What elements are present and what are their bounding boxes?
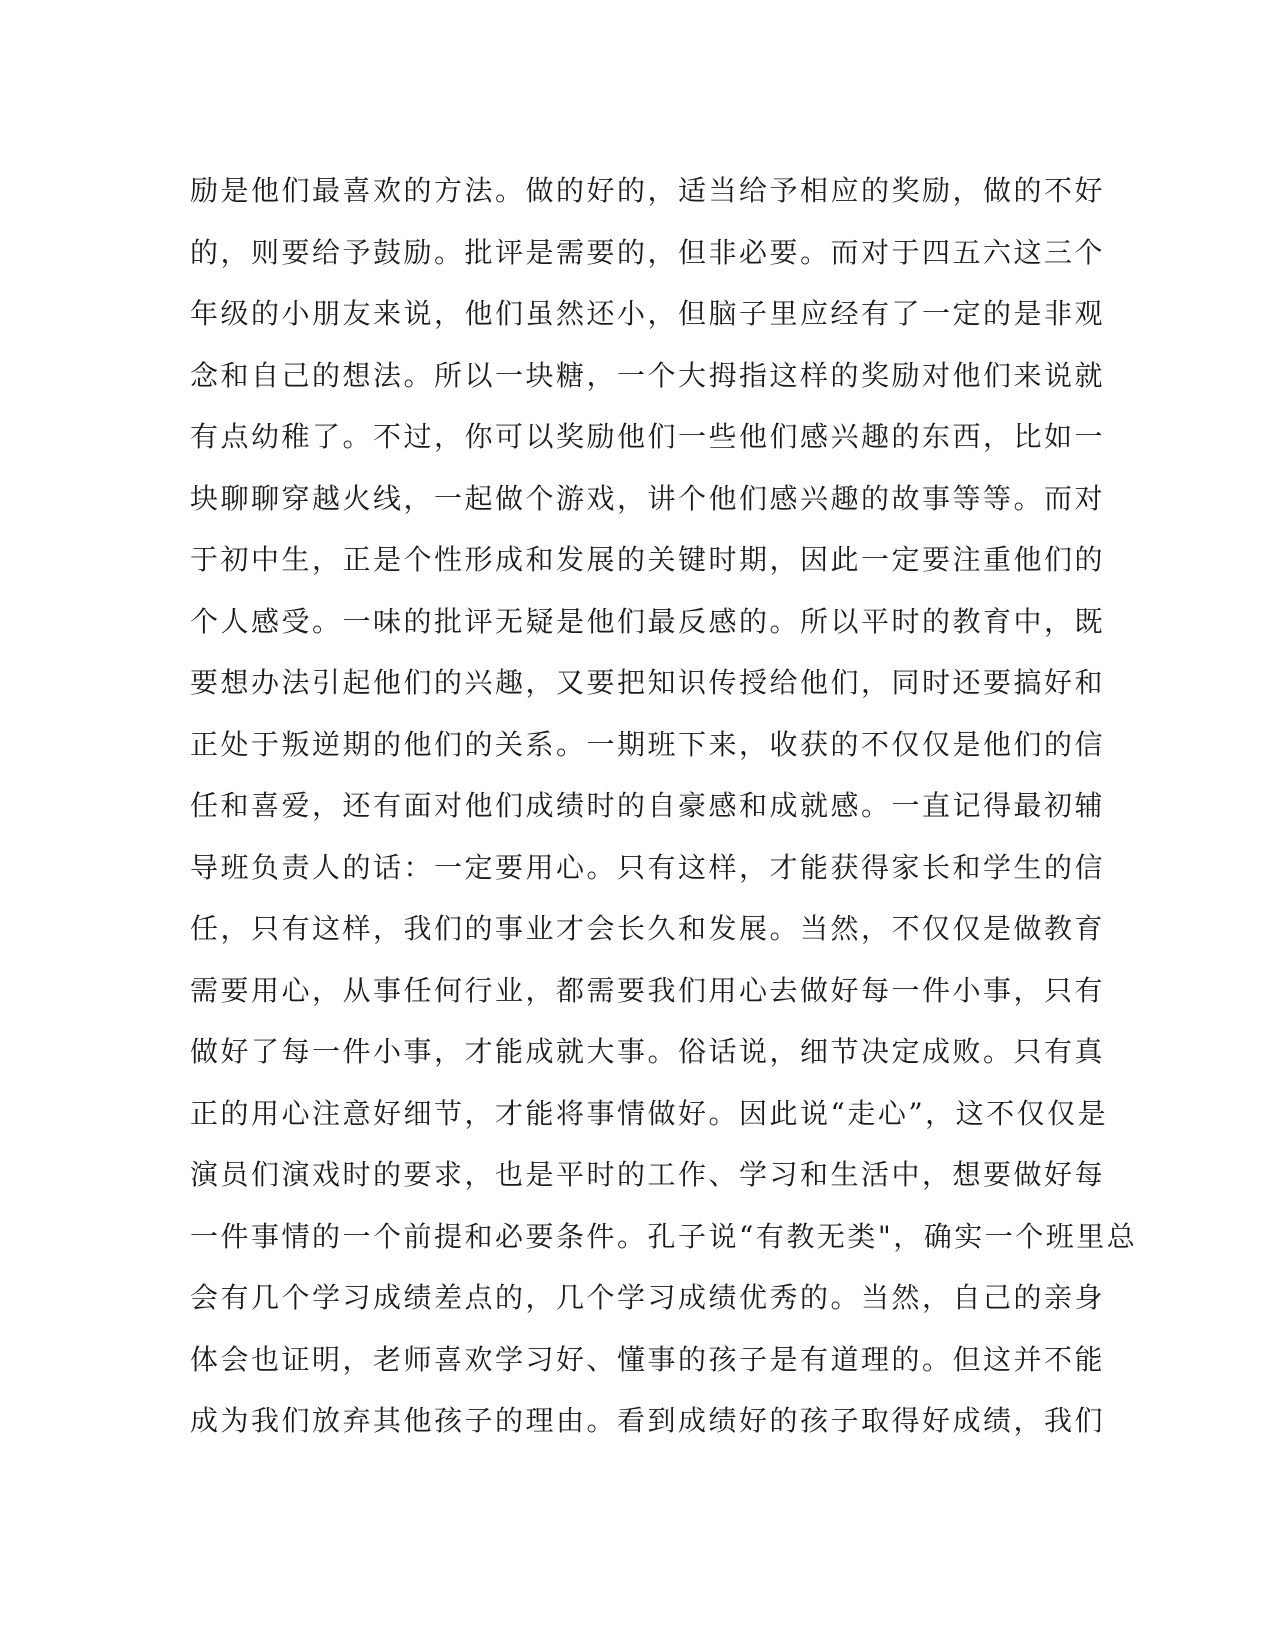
text-line: 演员们演戏时的要求，也是平时的工作、学习和生活中，想要做好每 — [190, 1158, 1106, 1191]
text-line: 需要用心，从事任何行业，都需要我们用心去做好每一件小事，只有 — [190, 973, 1106, 1007]
text-line: 的，则要给予鼓励。批评是需要的，但非必要。而对于四五六这三个 — [190, 235, 1106, 269]
text-line: 要想办法引起他们的兴趣，又要把知识传授给他们，同时还要搞好和 — [190, 666, 1106, 699]
text-line: 体会也证明，老师喜欢学习好、懂事的孩子是有道理的。但这并不能 — [190, 1342, 1106, 1376]
text-line: 块聊聊穿越火线，一起做个游戏，讲个他们感兴趣的故事等等。而对 — [190, 481, 1106, 515]
text-line: 任，只有这样，我们的事业才会长久和发展。当然，不仅仅是做教育 — [190, 912, 1106, 945]
text-line: 导班负责人的话：一定要用心。只有这样，才能获得家长和学生的信 — [190, 850, 1106, 884]
text-line: 会有几个学习成绩差点的，几个学习成绩优秀的。当然，自己的亲身 — [190, 1281, 1106, 1314]
text-line: 正的用心注意好细节，才能将事情做好。因此说“走心”，这不仅仅是 — [190, 1096, 1109, 1130]
text-line: 正处于叛逆期的他们的关系。一期班下来，收获的不仅仅是他们的信 — [190, 727, 1106, 761]
text-line: 励是他们最喜欢的方法。做的好的，适当给予相应的奖励，做的不好 — [190, 174, 1106, 207]
text-line: 成为我们放弃其他孩子的理由。看到成绩好的孩子取得好成绩，我们 — [190, 1404, 1106, 1437]
text-line: 于初中生，正是个性形成和发展的关键时期，因此一定要注重他们的 — [190, 543, 1106, 576]
text-line: 念和自己的想法。所以一块糖，一个大拇指这样的奖励对他们来说就 — [190, 358, 1106, 392]
text-line: 做好了每一件小事，才能成就大事。俗话说，细节决定成败。只有真 — [190, 1035, 1106, 1068]
text-line: 一件事情的一个前提和必要条件。孔子说“有教无类"，确实一个班里总 — [190, 1219, 1138, 1253]
body-text — [190, 160, 1138, 1452]
text-line: 有点幼稚了。不过，你可以奖励他们一些他们感兴趣的东西，比如一 — [190, 420, 1106, 453]
text-line: 个人感受。一味的批评无疑是他们最反感的。所以平时的教育中，既 — [190, 604, 1106, 638]
text-line: 任和喜爱，还有面对他们成绩时的自豪感和成就感。一直记得最初辅 — [190, 789, 1106, 822]
text-line: 年级的小朋友来说，他们虽然还小，但脑子里应经有了一定的是非观 — [190, 297, 1106, 330]
